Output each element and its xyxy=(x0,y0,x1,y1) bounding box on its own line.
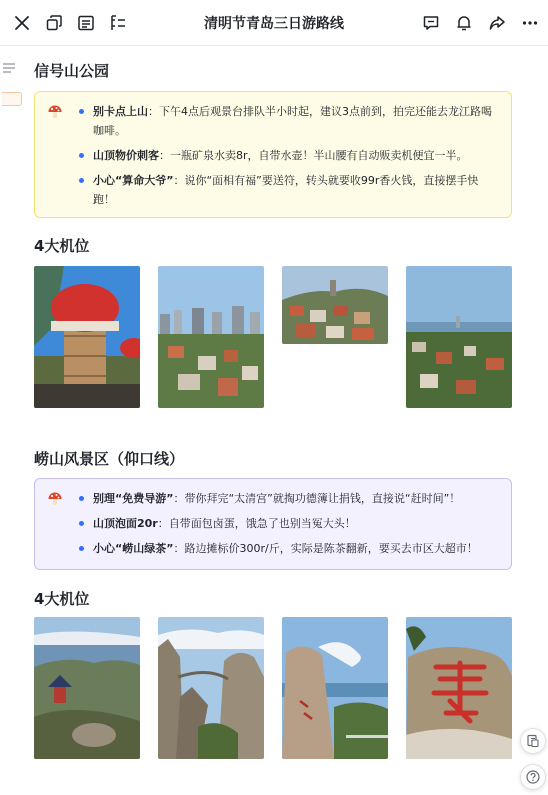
export-doc-icon[interactable] xyxy=(520,728,546,754)
close-icon[interactable] xyxy=(10,11,34,35)
photo-spots-heading: 4大机位 xyxy=(34,590,90,608)
mushroom-emoji-icon xyxy=(47,491,63,507)
tip-item: 小心“崂山绿茶”：路边摊标价300r/斤，实际是陈茶翻新，要买去市区大超市！ xyxy=(75,539,497,558)
section-heading-laoshan: 崂山风景区（仰口线） xyxy=(34,450,185,468)
toc-toggle-icon[interactable] xyxy=(2,60,16,74)
coastal-city-photo[interactable] xyxy=(406,266,512,408)
more-icon[interactable] xyxy=(518,11,542,35)
tips-callout-xinhaoshan xyxy=(34,91,512,218)
tree-list-icon[interactable] xyxy=(106,11,130,35)
help-icon[interactable] xyxy=(520,764,546,790)
mushroom-emoji-icon xyxy=(47,104,63,120)
tips-callout-laoshan xyxy=(34,478,512,570)
tip-item: 山顶物价刺客：一瓶矿泉水卖8r，自带水壶！半山腰有自动贩卖机便宜一半。 xyxy=(75,146,497,165)
tip-item: 别理“免费导游”：带你拜完“太清宫”就掏功德簿让捐钱，直接说“赶时间”！ xyxy=(75,489,497,508)
shou-character-rock-photo[interactable] xyxy=(406,617,512,759)
hilltop-city-photo[interactable] xyxy=(282,266,388,344)
carved-rock-photo[interactable] xyxy=(282,617,388,759)
red-dome-tower-photo[interactable] xyxy=(34,266,140,408)
top-bar xyxy=(0,0,548,46)
document-title: 清明节青岛三日游路线 xyxy=(204,16,344,32)
pavilion-sea-view-photo[interactable] xyxy=(34,617,140,759)
copy-window-icon[interactable] xyxy=(42,11,66,35)
tip-item: 小心“算命大爷”：说你“面相有福”要送符，转头就要收99r香火钱，直接摆手快跑！ xyxy=(75,171,497,209)
comment-icon[interactable] xyxy=(419,11,443,35)
bell-icon[interactable] xyxy=(452,11,476,35)
city-skyline-photo[interactable] xyxy=(158,266,264,408)
photo-spots-heading: 4大机位 xyxy=(34,237,90,255)
tip-item: 山顶泡面20r：自带面包卤蛋，饿急了也别当冤大头！ xyxy=(75,514,497,533)
outline-list-icon[interactable] xyxy=(74,11,98,35)
comment-marker-icon[interactable] xyxy=(2,92,22,106)
tip-item: 别卡点上山：下午4点后观景台排队半小时起，建议3点前到，拍完还能去龙江路喝咖啡。 xyxy=(75,102,497,140)
section-heading-xinhaoshan: 信号山公园 xyxy=(34,62,110,80)
rock-cliff-bridge-photo[interactable] xyxy=(158,617,264,759)
share-icon[interactable] xyxy=(485,11,509,35)
